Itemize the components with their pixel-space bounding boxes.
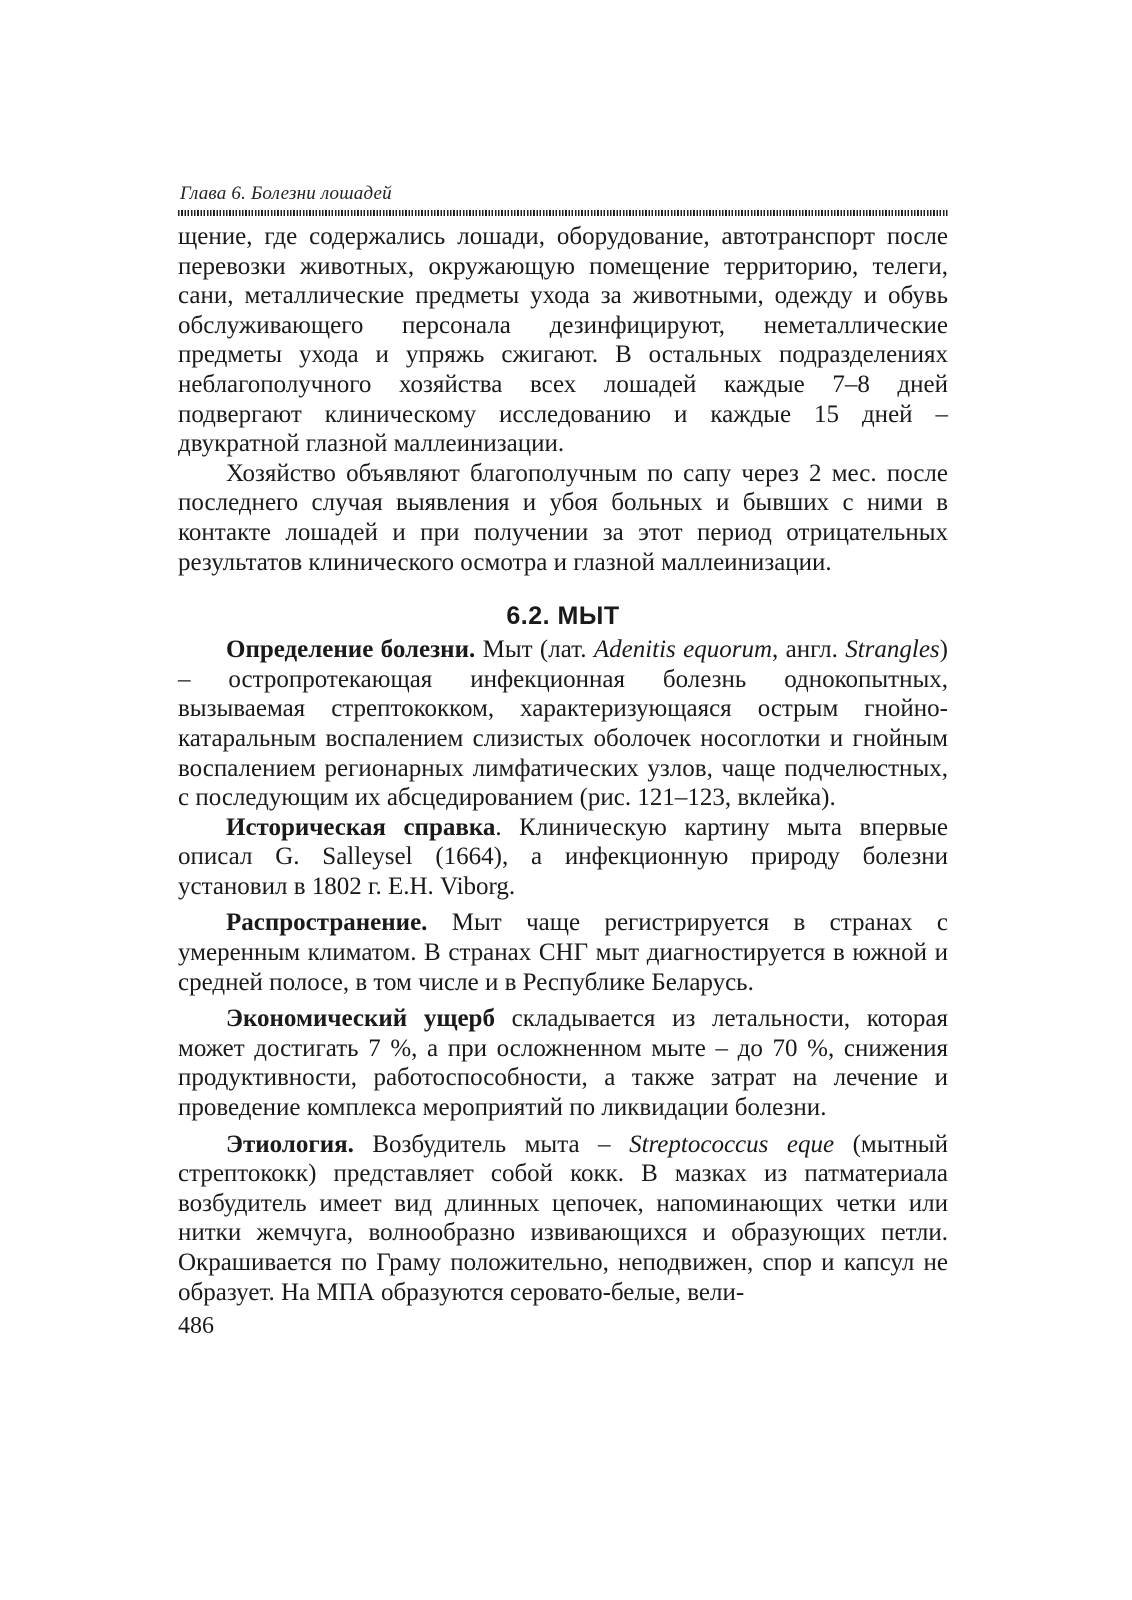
paragraph-history: [178, 813, 948, 902]
definition-text-2: , англ.: [772, 636, 846, 664]
section-title: 6.2. МЫТ: [506, 602, 620, 631]
definition-heading: Определение болезни.: [226, 636, 476, 664]
paragraph-etiology: [178, 1130, 948, 1308]
paragraph-definition: [178, 635, 948, 813]
definition-text-3: ) – остропротекающая инфекционная болезнь однокопытных, вызываемая стрептококком, характеризующаяся острым гнойно-катаральным воспалением слизистых оболочек носоглотки и гнойным воспалением регионарных лимфатических узлов, чаще подчелюстных, с последующим их абсцедированием (рис. 121–123, вклейка).: [178, 636, 948, 812]
paragraph-damage: [178, 1004, 948, 1122]
etiology-latin: Streptococcus eque: [629, 1130, 835, 1158]
damage-heading: Экономический ущерб: [226, 1005, 495, 1033]
history-heading: Историческая справка: [226, 813, 496, 841]
distribution-text: Мыт чаще регистрируется в странах с умеренным климатом. В странах СНГ мыт диагностируется в южной и средней полосе, в том числе и в Республике Беларусь.: [178, 909, 948, 996]
running-head: Глава 6. Болезни лошадей: [180, 183, 392, 204]
etiology-text-2: (мытный стрептококк) представляет собой кокк. В мазках из патматериала возбудитель имеет вид длинных цепочек, напоминающих четки или нитки жемчуга, волнообразно извивающихся и образующих петли. Окрашивается по Граму положительно, неподвижен, спор и капсул не образует. На МПА образуются серовато-белые, вели-: [178, 1130, 948, 1306]
paragraph-continued: щение, где содержались лошади, оборудование, автотранспорт после перевозки животных, окружающую помещение территорию, телеги, сани, металлические предметы ухода за животными, одежду и обувь обслуживающего персонала дезинфицируют, неметаллические предметы ухода и упряжь сжигают. В остальных подразделениях неблагополучного хозяйства всех лошадей каждые 7–8 дней подвергают клиническому исследованию и каждые 15 дней – двукратной глазной маллеинизации.: [178, 223, 948, 458]
definition-latin-2: Strangles: [845, 636, 940, 664]
paragraph-status: Хозяйство объявляют благополучным по сапу через 2 мес. после последнего случая выявления и убоя больных и бывших с ними в контакте лошадей и при получении за этот период отрицательных результатов клинического осмотра и глазной маллеинизации.: [178, 459, 948, 576]
definition-text-1: Мыт (лат.: [475, 636, 594, 664]
etiology-heading: Этиология.: [226, 1130, 354, 1158]
distribution-heading: Распространение.: [226, 909, 428, 937]
etiology-text-1: Возбудитель мыта –: [353, 1130, 630, 1158]
damage-text: складывается из летальности, которая может достигать 7 %, а при осложненном мыте – до 70 %, снижения продуктивности, работоспособности, а также затрат на лечение и проведение комплекса мероприятий по ликвидации болезни.: [178, 1005, 948, 1122]
page-number: 486: [178, 1313, 214, 1340]
book-page: [178, 180, 948, 1341]
paragraph-distribution: [178, 908, 948, 997]
definition-latin-1: Adenitis equorum: [593, 636, 773, 664]
history-text: . Клиническую картину мыта впервые описал G. Salleysel (1664), а инфекционную природу болезни установил в 1802 г. Е.Н. Viborg.: [178, 813, 948, 900]
header-rule: [178, 210, 948, 216]
body-text: [178, 222, 948, 1307]
